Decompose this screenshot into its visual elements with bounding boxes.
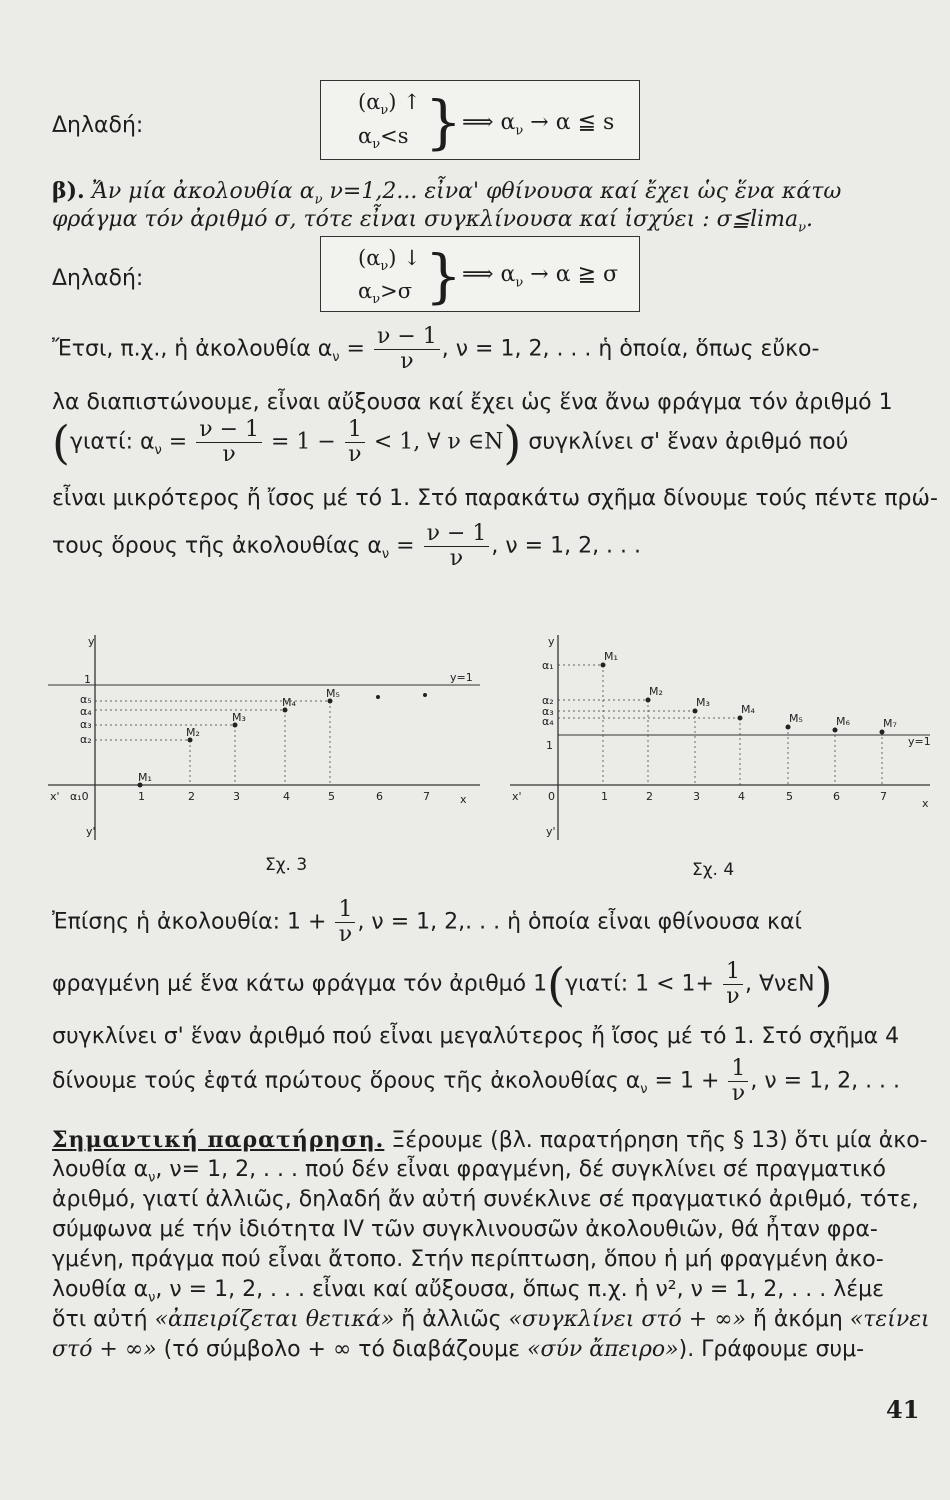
fig3-x-neg-label: x' [50, 790, 60, 803]
fig3-xtick: 7 [423, 790, 430, 803]
fig3-ytick: α₃ [80, 718, 92, 731]
page-number: 41 [886, 1395, 920, 1424]
fig3-origin: α₁0 [70, 790, 89, 803]
beta-line-1: β). Ἄν μία ἀκολουθία $\alpha_\nu$ ν=1,2... εἶνα' φθίνουσα καί ἔχει ὡς ἕνα κάτω [52, 178, 842, 208]
box2-top: $(\alpha_\nu)$ ↓ [358, 246, 421, 275]
fig3-xtick: 2 [188, 790, 195, 803]
fig3-point: M₄ [282, 696, 296, 709]
beta-line-2: φράγμα τόν ἀριθμό σ, τότε εἶναι συγκλίνουσα καί ἰσχύει : σ≦lima$_\nu$. [52, 207, 814, 236]
fig3-line-label: y=1 [450, 671, 473, 684]
fig4-x-neg-label: x' [512, 790, 522, 803]
fig4-xtick: 3 [693, 790, 700, 803]
fig4-y-neg-label: y' [546, 825, 556, 838]
fig3-ytick: α₂ [80, 733, 92, 746]
p3-line-4: σύμφωνα μέ τήν ἰδιότητα IV τῶν συγκλινουσῶν ἀκολουθιῶν, θά ἦταν φρα- [52, 1217, 878, 1242]
p1-line-5: τους ὅρους τῆς ἀκολουθίας $\alpha_\nu$ = $\frac{\nu - 1}{\nu}$ , ν = 1, 2, . . . [52, 521, 642, 571]
fig3-point: M₁ [138, 771, 152, 784]
fig4-y-label: y [548, 635, 555, 648]
p3-line-8: στό + ∞» (τό σύμβολο + ∞ τό διαβάζουμε «σύν ἄπειρο»). Γράφουμε συμ- [52, 1337, 865, 1362]
fig4-point: M₅ [789, 712, 803, 725]
fig3-xtick: 5 [328, 790, 335, 803]
fig4-ytick: 1 [546, 739, 553, 752]
fig3-ytick: α₄ [80, 705, 92, 718]
p2-line-4: δίνουμε τούς ἑφτά πρώτους ὅρους τῆς ἀκολουθίας $\alpha_\nu = 1$ + $\frac{1}{\nu}$ , ν = 1, 2, . . . [52, 1056, 901, 1106]
fig4-xtick: 6 [833, 790, 840, 803]
fig4-x-label: x [922, 797, 929, 810]
fig4-point: M₂ [649, 685, 663, 698]
fig3-xtick: 6 [376, 790, 383, 803]
fig3-point: M₂ [186, 726, 200, 739]
p1-line-1: Ἔτσι, π.χ., ἡ ἀκολουθία $\alpha_\nu$ = $\frac{\nu - 1}{\nu}$ , ν = 1, 2, . . . ἡ ὁποία, ὅπως εὔκο- [52, 324, 820, 374]
fig4-line-label: y=1 [908, 735, 931, 748]
fig4-xtick: 2 [646, 790, 653, 803]
fig3-xtick: 3 [233, 790, 240, 803]
box2-result: ⟹ $\alpha_\nu \to \alpha$ ≧ σ [462, 262, 619, 291]
fig3-ytick: α₅ [80, 693, 92, 706]
fig4-ytick: α₄ [542, 715, 554, 728]
fig3-xtick: 4 [283, 790, 290, 803]
fig4-ytick: α₁ [542, 659, 554, 672]
p3-line-1: Σημαντική παρατήρηση. Ξέρουμε (βλ. παρατήρηση τῆς § 13) ὅτι μία ἀκο- [52, 1127, 928, 1153]
p2-line-3: συγκλίνει σ' ἕναν ἀριθμό πού εἶναι μεγαλύτερος ἤ ἴσος μέ τό 1. Στό σχῆμα 4 [52, 1024, 900, 1049]
fig4-xtick: 4 [738, 790, 745, 803]
fig4-ytick: α₂ [542, 694, 554, 707]
fig4-point: M₄ [741, 703, 755, 716]
fig3-y-neg-label: y' [86, 825, 96, 838]
p3-line-7: ὅτι αὐτή «ἀπειρίζεται θετικά» ἤ ἀλλιῶς «συγκλίνει στό + ∞» ἤ ἀκόμη «τείνει [52, 1307, 930, 1332]
fig4-xtick: 5 [786, 790, 793, 803]
box2-bottom: $\alpha_\nu>\sigma$ [358, 279, 413, 308]
fig4-ytick: α₃ [542, 705, 554, 718]
box1-bottom: $\alpha_\nu<s$ [358, 124, 409, 153]
p3-line-3: ἀριθμό, γιατί ἀλλιῶς, δηλαδή ἄν αὐτή συνέκλινε σέ πραγματικό ἀριθμό, τότε, [52, 1187, 919, 1212]
box2-brace: } [425, 242, 462, 310]
box2-label: Δηλαδή: [52, 266, 144, 291]
figure-3 [48, 635, 480, 840]
p1-line-4: εἶναι μικρότερος ἤ ἴσος μέ τό 1. Στό παρακάτω σχῆμα δίνουμε τούς πέντε πρώ- [52, 486, 938, 511]
fig3-xtick: 1 [138, 790, 145, 803]
box1-brace: } [425, 88, 462, 156]
p3-line-5: γμένη, πράγμα πού εἶναι ἄτοπο. Στήν περίπτωση, ὅπου ἡ μή φραγμένη ἀκο- [52, 1247, 884, 1272]
fig4-xtick: 7 [880, 790, 887, 803]
box1-top: $(\alpha_\nu)$ ↑ [358, 90, 421, 119]
p3-line-6: λουθία $\alpha_\nu$, ν = 1, 2, . . . εἶναι καί αὔξουσα, ὅπως π.χ. ἡ ν², ν = 1, 2, . . . λέμε [52, 1277, 885, 1306]
p2-line-1: Ἐπίσης ἡ ἀκολουθία: 1 + $\frac{1}{\nu}$ , ν = 1, 2,. . . ἡ ὁποία εἶναι φθίνουσα καί [52, 897, 802, 947]
fig4-caption: Σχ. 4 [692, 860, 735, 880]
box1-result: ⟹ $\alpha_\nu \to \alpha$ ≦ s [462, 110, 615, 139]
fig3-y-label: y [88, 635, 95, 648]
p1-line-3: (γιατί: $\alpha_\nu$ = $\frac{\nu - 1}{\nu}$ = 1 − $\frac{1}{\nu}$ < 1, ∀ ν ∈N) συγκλίνει σ' ἕναν ἀριθμό πού [52, 415, 849, 470]
box1-label: Δηλαδή: [52, 113, 144, 138]
fig4-point: M₃ [696, 696, 710, 709]
p1-line-2: λα διαπιστώνουμε, εἶναι αὔξουσα καί ἔχει ὡς ἕνα ἄνω φράγμα τόν ἀριθμό 1 [52, 390, 893, 415]
fig4-xtick: 1 [601, 790, 608, 803]
fig4-point: M₁ [604, 650, 618, 663]
fig3-ytick: 1 [84, 673, 91, 686]
fig3-x-label: x [460, 793, 467, 806]
fig3-point: M₃ [232, 711, 246, 724]
fig3-point: M₅ [326, 687, 340, 700]
p3-line-2: λουθία $\alpha_\nu$, ν= 1, 2, . . . πού δέν εἶναι φραγμένη, δέ συγκλίνει σέ πραγματικό [52, 1157, 887, 1186]
fig4-point: M₆ [836, 715, 850, 728]
fig4-origin: 0 [548, 790, 555, 803]
figure-4 [510, 635, 930, 840]
figures [0, 615, 950, 885]
p2-line-2: φραγμένη μέ ἕνα κάτω φράγμα τόν ἀριθμό 1(γιατί: 1 < 1+ $\frac{1}{\nu}$ , ∀νεN) [52, 957, 833, 1012]
fig3-caption: Σχ. 3 [265, 855, 308, 875]
fig4-point: M₇ [883, 717, 897, 730]
